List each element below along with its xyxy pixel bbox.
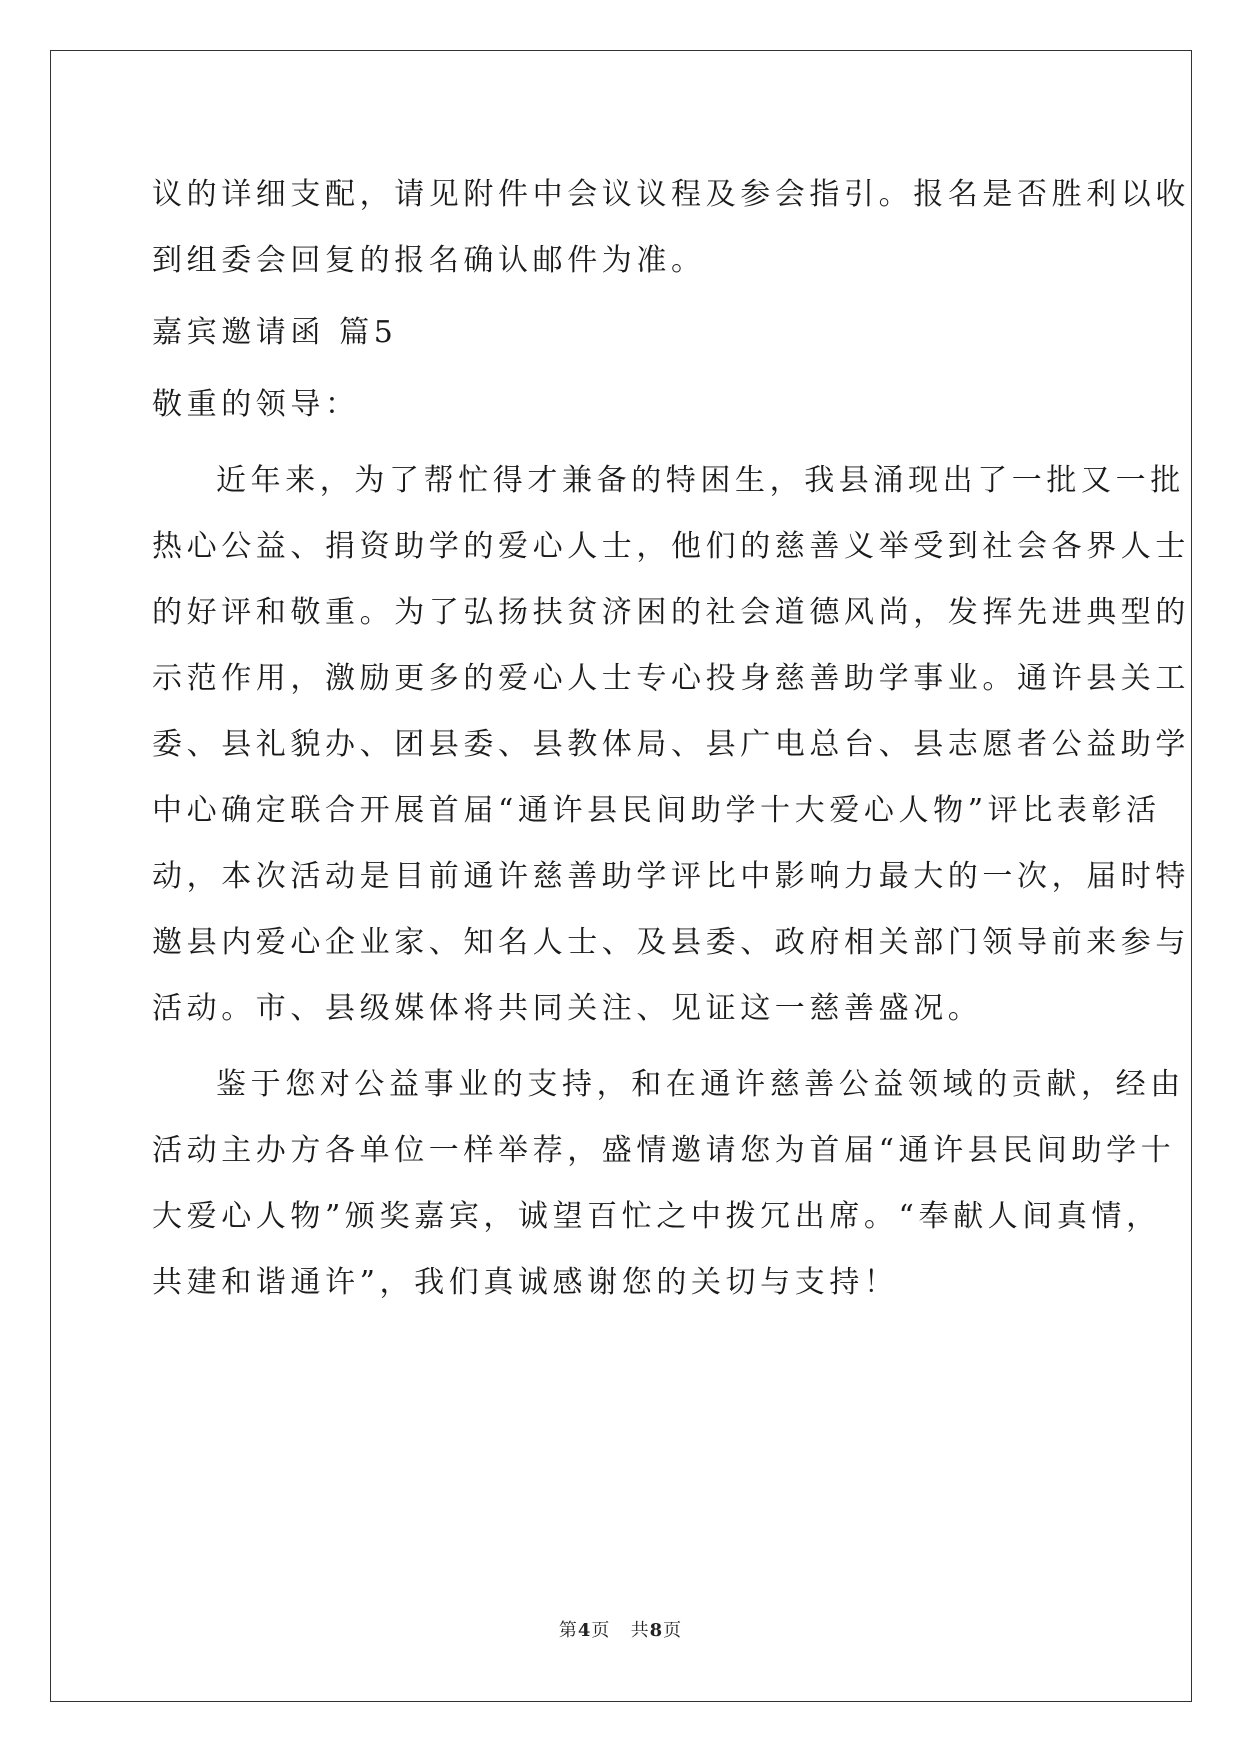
page-suffix: 页 (591, 1620, 611, 1641)
current-page-number: 4 (577, 1620, 592, 1641)
text-line: 共建和谐通许”，我们真诚感谢您的关切与支持！ (152, 1265, 899, 1300)
text-line: 鉴于您对公益事业的支持，和在通许慈善公益领域的贡献，经由 (216, 1067, 1185, 1102)
section-heading: 嘉宾邀请函 篇5 (152, 315, 398, 350)
text-line: 示范作用，激励更多的爱心人士专心投身慈善助学事业。通许县关工 (152, 661, 1190, 696)
text-line: 大爱心人物”颁奖嘉宾，诚望百忙之中拨冗出席。“奉献人间真情， (152, 1199, 1161, 1234)
total-prefix: 共 (630, 1620, 650, 1641)
document-body (152, 162, 1190, 1316)
text-line: 到组委会回复的报名确认邮件为准。 (152, 243, 706, 278)
text-line: 活动。市、县级媒体将共同关注、见证这一慈善盛况。 (152, 991, 983, 1026)
text-line: 热心公益、捐资助学的爱心人士，他们的慈善义举受到社会各界人士 (152, 529, 1190, 564)
text-line: 邀县内爱心企业家、知名人士、及县委、政府相关部门领导前来参与 (152, 925, 1190, 960)
paragraph-2 (152, 1052, 1185, 1316)
text-line: 动，本次活动是目前通许慈善助学评比中影响力最大的一次，届时特 (152, 859, 1190, 894)
total-suffix: 页 (663, 1620, 683, 1641)
text-line: 活动主办方各单位一样举荐，盛情邀请您为首届“通许县民间助学十 (152, 1133, 1176, 1168)
text-line: 的好评和敬重。为了弘扬扶贫济困的社会道德风尚，发挥先进典型的 (152, 595, 1190, 630)
greeting: 敬重的领导： (152, 387, 360, 422)
text-line: 议的详细支配，请见附件中会议议程及参会指引。报名是否胜利以收 (152, 177, 1190, 212)
text-line: 委、县礼貌办、团县委、县教体局、县广电总台、县志愿者公益助学 (152, 727, 1190, 762)
paragraph-1 (152, 448, 1190, 1042)
page-prefix: 第 (558, 1620, 578, 1641)
text-line: 中心确定联合开展首届“通许县民间助学十大爱心人物”评比表彰活 (152, 793, 1161, 828)
page-footer (0, 1616, 1241, 1642)
text-line: 近年来，为了帮忙得才兼备的特困生，我县涌现出了一批又一批 (216, 463, 1185, 498)
total-pages-number: 8 (649, 1620, 664, 1641)
